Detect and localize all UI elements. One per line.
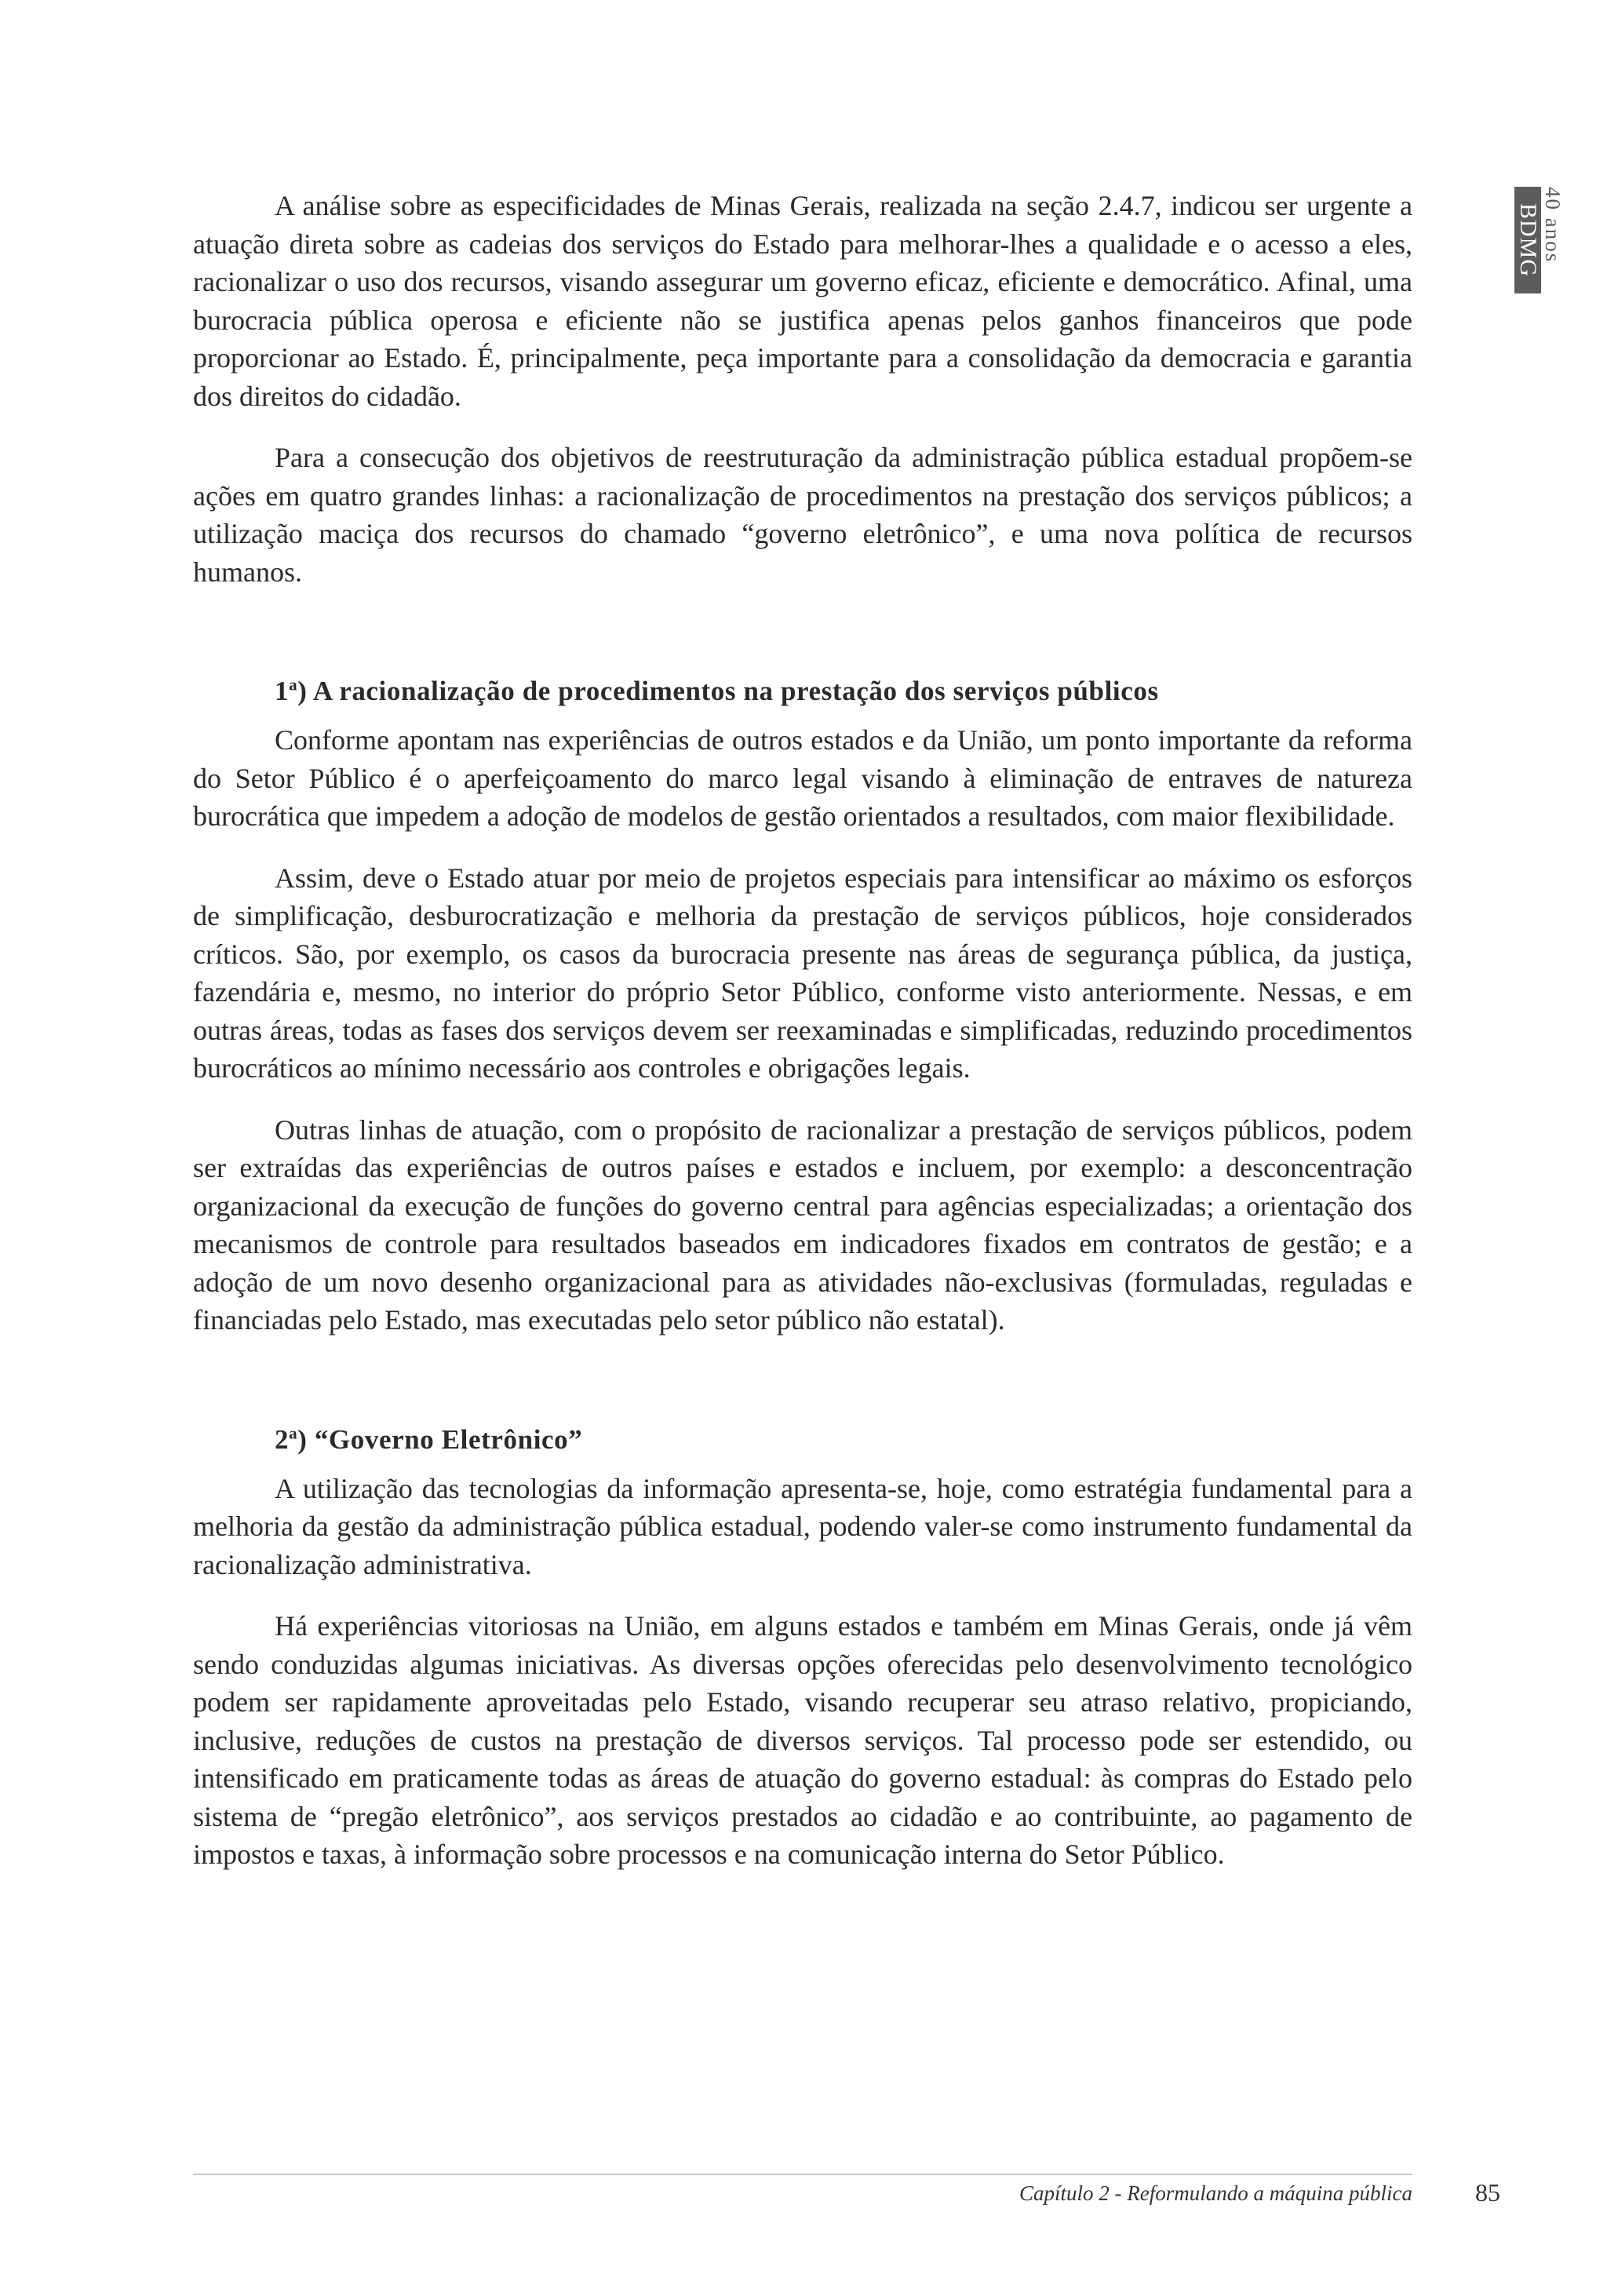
sidebar-years: 40 anos (1541, 187, 1565, 264)
body-paragraph: Conforme apontam nas experiências de outros estados e da União, um ponto importante da reforma do Setor Público é o aperfeiçoamento do marco legal visando à eliminação de entraves de natureza burocrática que impedem a adoção de modelos de gestão orientados a resultados, com maior flexibilidade. (193, 724, 1412, 832)
sidebar-brand: BDMG (1514, 187, 1541, 293)
section-number: 1 (275, 676, 290, 706)
sidebar-tab (1514, 187, 1565, 293)
section-ordinal: a (289, 1423, 298, 1442)
section-heading (193, 672, 1412, 710)
body-paragraph: Há experiências vitoriosas na União, em alguns estados e também em Minas Gerais, onde já vêm sendo conduzidas algumas iniciativas. As diversas opções oferecidas pelo desenvolvimento tecnológico podem ser rapidamente aproveitadas pelo Estado, visando recuperar seu atraso relativo, propiciando, inclusive, reduções de custos na prestação de diversos serviços. Tal processo pode ser estendido, ou intensificado em praticamente todas as áreas de atuação do governo estadual: às compras do Estado pelo sistema de “pregão eletrônico”, aos serviços prestados ao cidadão e ao contribuinte, ao pagamento de impostos e taxas, à informação sobre processos e na comunicação interna do Setor Público. (193, 1610, 1412, 1870)
section-title: ) A racionalização de procedimentos na prestação dos serviços públicos (297, 676, 1159, 706)
section-ordinal: a (289, 675, 298, 694)
page-content (193, 187, 1412, 1874)
body-paragraph: A utilização das tecnologias da informação apresenta-se, hoje, como estratégia fundamental para a melhoria da gestão da administração pública estadual, podendo valer-se como instrumento fundamental da racionalização administrativa. (193, 1472, 1412, 1580)
footer-chapter-title: Capítulo 2 - Reformulando a máquina pública (1019, 2181, 1412, 2205)
section-heading (193, 1421, 1412, 1459)
body-paragraph: Outras linhas de atuação, com o propósito de racionalizar a prestação de serviços públicos, podem ser extraídas das experiências de outros países e estados e incluem, por exemplo: a desconcentração organizacional da execução de funções do governo central para agências especializadas; a orientação dos mecanismos de controle para resultados baseados em indicadores fixados em contratos de gestão; e a adoção de um novo desenho organizacional para as atividades não-exclusivas (formuladas, reguladas e financiadas pelo Estado, mas executadas pelo setor público não estatal). (193, 1113, 1412, 1336)
body-paragraph: Assim, deve o Estado atuar por meio de projetos especiais para intensificar ao máximo os esforços de simplificação, desburocratização e melhoria da prestação de serviços públicos, hoje considerados críticos. São, por exemplo, os casos da burocracia presente nas áreas de segurança pública, da justiça, fazendária e, mesmo, no interior do próprio Setor Público, conforme visto anteriormente. Nessas, e em outras áreas, todas as fases dos serviços devem ser reexaminadas e simplificadas, reduzindo procedimentos burocráticos ao mínimo necessário aos controles e obrigações legais. (193, 862, 1412, 1084)
page-number: 85 (1475, 2178, 1500, 2207)
footer-divider (193, 2174, 1412, 2175)
body-paragraph: A análise sobre as especificidades de Minas Gerais, realizada na seção 2.4.7, indicou ser urgente a atuação direta sobre as cadeias dos serviços do Estado para melhorar-lhes a qualidade e o acesso a eles, racionalizar o uso dos recursos, visando assegurar um governo eficaz, eficiente e democrático. Afinal, uma burocracia pública operosa e eficiente não se justifica apenas pelos ganhos financeiros que pode proporcionar ao Estado. É, principalmente, peça importante para a consolidação da democracia e garantia dos direitos do cidadão. (193, 190, 1412, 412)
body-paragraph: Para a consecução dos objetivos de reestruturação da administração pública estadual propõem-se ações em quatro grandes linhas: a racionalização de procedimentos na prestação dos serviços públicos; a utilização maciça dos recursos do chamado “governo eletrônico”, e uma nova política de recursos humanos. (193, 442, 1412, 588)
section-number: 2 (275, 1423, 290, 1455)
section-title: ) “Governo Eletrônico” (297, 1423, 583, 1455)
